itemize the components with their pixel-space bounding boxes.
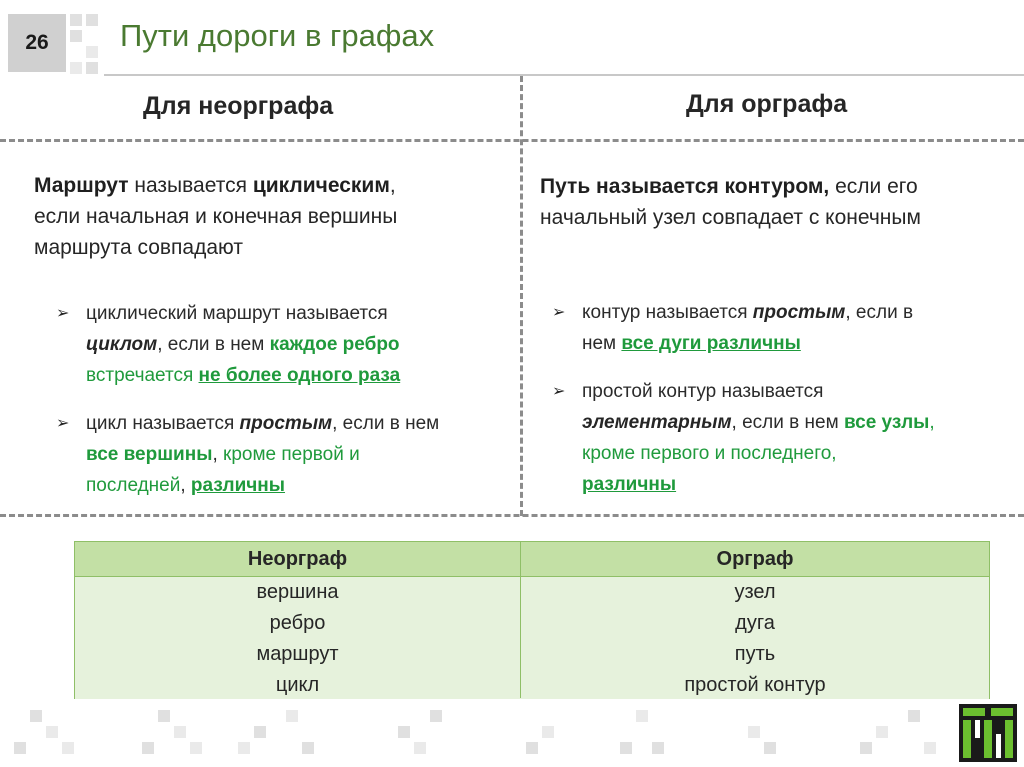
table-cell: цикл xyxy=(275,674,320,696)
table-column-undirected xyxy=(75,577,520,701)
header-divider xyxy=(0,139,1024,142)
arrow-bullet-icon: ➢ xyxy=(552,304,566,321)
arrow-bullet-icon: ➢ xyxy=(56,305,70,322)
right-definition: Путь называется контуром, если его начальный узел совпадает с конечным xyxy=(540,175,921,229)
left-column-heading: Для неорграфа xyxy=(143,92,334,120)
green-square-logo-icon xyxy=(959,704,1017,762)
table-cell: дуга xyxy=(735,612,775,634)
slide-number: 26 xyxy=(8,14,66,72)
right-bullet-simple-contour: ➢ контур называется простым, если в нем все дуги различны xyxy=(582,297,1012,359)
left-bullet-cycle: ➢ циклический маршрут называется циклом, если в нем каждое ребро встречается не более одного раза xyxy=(86,298,516,391)
table-cell: простой контур xyxy=(684,674,826,696)
table-header-undirected: Неорграф xyxy=(247,548,348,570)
content-divider xyxy=(0,514,1024,517)
slide-title: Пути дороги в графах xyxy=(120,18,435,53)
column-divider xyxy=(520,76,523,516)
table-column-separator xyxy=(520,542,521,698)
arrow-bullet-icon: ➢ xyxy=(56,415,70,432)
table-header-row xyxy=(75,542,989,577)
table-header-directed: Орграф xyxy=(716,548,794,570)
right-bullet-elementary-contour: ➢ простой контур называется элементарным, если в нем все узлы, кроме первого и последнего, различны xyxy=(582,376,1012,500)
left-bullet-simple-cycle: ➢ цикл называется простым, если в нем все вершины, кроме первой и последней, различны xyxy=(86,408,516,501)
comparison-table xyxy=(74,541,990,699)
left-definition: Маршрут называется циклическим, если начальная и конечная вершины маршрута совпадают xyxy=(34,174,398,259)
table-column-directed xyxy=(521,577,989,701)
table-cell: вершина xyxy=(256,581,339,603)
table-body xyxy=(75,577,989,699)
table-cell: узел xyxy=(734,581,776,603)
table-cell: маршрут xyxy=(256,643,339,665)
right-column-heading: Для орграфа xyxy=(686,90,848,118)
table-cell: ребро xyxy=(269,612,326,634)
table-cell: путь xyxy=(734,643,776,665)
arrow-bullet-icon: ➢ xyxy=(552,383,566,400)
title-underline xyxy=(104,74,1024,76)
